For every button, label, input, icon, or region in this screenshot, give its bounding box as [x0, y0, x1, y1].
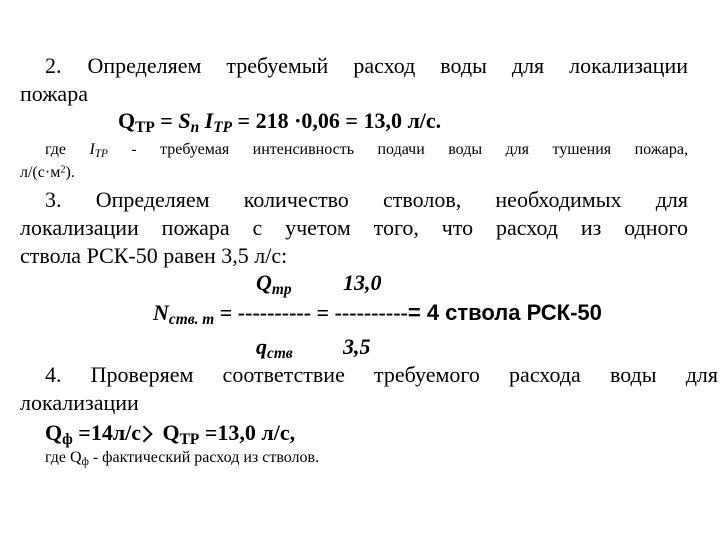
formula-check: $Q_ф =14л/с$ $Q_{ТР} =13,0$ л/с, [45, 420, 296, 448]
item3-line1: 3. Определяем количество стволов, необходимых для [45, 187, 688, 212]
note-intensity-line2: $л/(с\cdot м^2)$. [20, 164, 75, 181]
item2-number: 2. [45, 53, 62, 78]
formula2-denominator: $q_{ств}$ [256, 334, 293, 362]
item4-line1: 4. Проверяем соответствие требуемого расхода воды для [45, 362, 718, 387]
item3-line3: ствола РСК-50 равен 3,5 л/с: [20, 243, 288, 268]
item2-line2: пожара [20, 81, 88, 106]
formula-required-flow: $Q_{ТР} = S_п$ $I_{ТР} = 218 \cdot 0,06 = 13,0$ л/с. [118, 108, 442, 136]
item3-line2: локализации пожара с учетом того, что расход из одного [20, 215, 688, 240]
formula2-result: = 4 ствола РСК-50 [407, 300, 602, 325]
note-intensity-line1: где $I_{ТР}$ - требуемая интенсивность подачи воды для тушения пожара, [45, 141, 688, 160]
item2-text: Определяем требуемый расход воды для локализации [87, 53, 688, 78]
item2-line1 [45, 53, 688, 79]
item4-line2: локализации [20, 390, 139, 415]
formula2-numerator-value: 13,0 [343, 270, 382, 295]
formula2-main: $N_{ств. т}$ = ---------- = ----------= 4 ствола РСК-50 [153, 300, 602, 328]
note-actual-flow: где $Q_ф$ - фактический расход из стволов. [45, 449, 320, 468]
formula2-numerator: $Q_{тр}$ [256, 270, 292, 298]
formula2-denominator-value: 3,5 [343, 334, 371, 359]
